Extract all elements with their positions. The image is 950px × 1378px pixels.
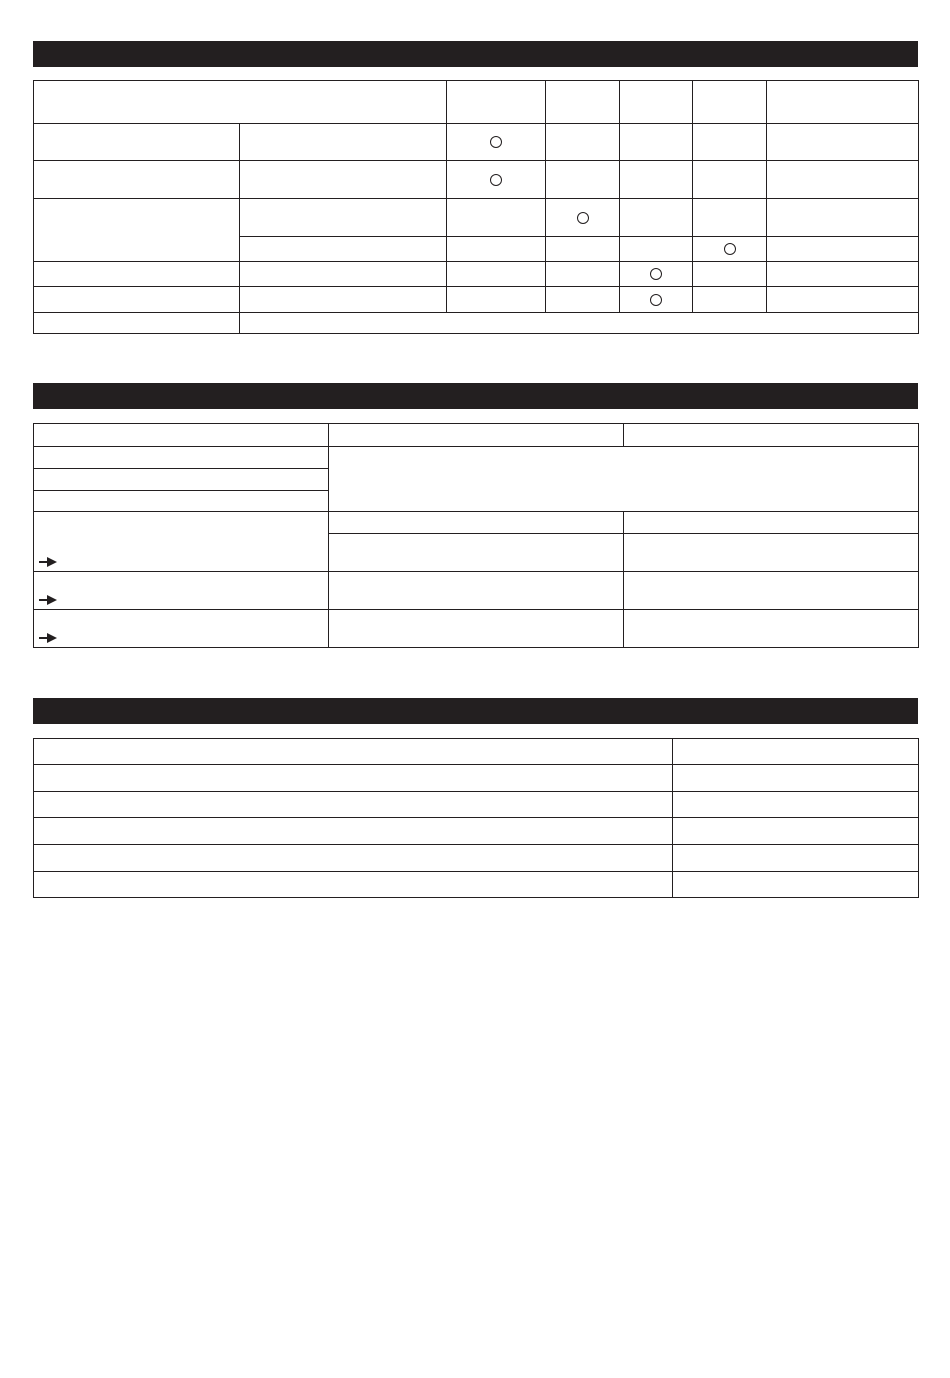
section-header-3 bbox=[33, 698, 918, 724]
table-cell bbox=[328, 609, 624, 648]
table-cell bbox=[239, 198, 447, 237]
table-row-label bbox=[33, 817, 673, 845]
arrow-right-icon bbox=[38, 594, 58, 606]
circle-mark-icon bbox=[490, 174, 502, 186]
table-row-label bbox=[33, 446, 329, 469]
table-cell bbox=[239, 160, 447, 199]
section-header-2 bbox=[33, 383, 918, 409]
circle-mark-icon bbox=[650, 268, 662, 280]
table-cell bbox=[239, 123, 447, 161]
table-cell bbox=[766, 160, 919, 199]
table-cell bbox=[619, 286, 693, 313]
table-cell bbox=[619, 198, 693, 237]
table-row-label bbox=[33, 571, 329, 610]
circle-mark-icon bbox=[577, 212, 589, 224]
arrow-right-icon bbox=[38, 556, 58, 568]
table-cell bbox=[672, 738, 919, 765]
table-cell bbox=[692, 286, 767, 313]
table-cell bbox=[446, 261, 546, 287]
table-header-cell bbox=[545, 80, 620, 124]
table-row-label bbox=[33, 198, 240, 262]
table-row-label bbox=[33, 871, 673, 898]
table-cell bbox=[239, 261, 447, 287]
table-row-label bbox=[33, 738, 673, 765]
table-cell bbox=[692, 261, 767, 287]
table-cell bbox=[623, 533, 919, 572]
table-cell bbox=[623, 571, 919, 610]
table-cell bbox=[545, 236, 620, 262]
section-header-1 bbox=[33, 41, 918, 67]
table-cell bbox=[619, 236, 693, 262]
table-cell bbox=[692, 123, 767, 161]
table-row-label bbox=[33, 123, 240, 161]
table-cell bbox=[766, 236, 919, 262]
table-cell bbox=[766, 261, 919, 287]
table-cell bbox=[328, 511, 624, 534]
table-header-cell bbox=[619, 80, 693, 124]
table-cell bbox=[766, 286, 919, 313]
table-cell bbox=[672, 791, 919, 818]
table-row-label bbox=[33, 312, 240, 334]
section-title bbox=[33, 703, 41, 718]
table-cell bbox=[766, 198, 919, 237]
table-header-cell bbox=[33, 80, 447, 124]
table-cell bbox=[328, 533, 624, 572]
table-cell bbox=[619, 123, 693, 161]
circle-mark-icon bbox=[724, 243, 736, 255]
table-cell bbox=[672, 817, 919, 845]
table-cell bbox=[545, 286, 620, 313]
table-row-label bbox=[33, 791, 673, 818]
table-cell bbox=[766, 123, 919, 161]
table-cell bbox=[692, 198, 767, 237]
table-cell bbox=[619, 261, 693, 287]
circle-mark-icon bbox=[650, 294, 662, 306]
table-row-label bbox=[33, 261, 240, 287]
table-cell bbox=[672, 871, 919, 898]
table-cell bbox=[239, 236, 447, 262]
table-cell bbox=[623, 609, 919, 648]
table-cell bbox=[619, 160, 693, 199]
table-row-label bbox=[33, 490, 329, 512]
table-cell bbox=[239, 286, 447, 313]
table-row-label bbox=[33, 609, 329, 648]
table-cell bbox=[545, 261, 620, 287]
table-row-label bbox=[33, 844, 673, 872]
table-header-cell bbox=[692, 80, 767, 124]
table-cell bbox=[623, 511, 919, 534]
table-row-label bbox=[33, 468, 329, 491]
table-header-cell bbox=[328, 423, 624, 447]
table-cell bbox=[328, 571, 624, 610]
table-cell bbox=[239, 312, 919, 334]
circle-mark-icon bbox=[490, 136, 502, 148]
section-title bbox=[33, 388, 41, 403]
table-cell bbox=[446, 236, 546, 262]
table-cell bbox=[446, 160, 546, 199]
table-cell bbox=[692, 160, 767, 199]
table-cell bbox=[446, 198, 546, 237]
table-row-label bbox=[33, 160, 240, 199]
table-header-cell bbox=[623, 423, 919, 447]
table-cell bbox=[545, 123, 620, 161]
section-title bbox=[33, 46, 41, 61]
table-header-cell bbox=[766, 80, 919, 124]
table-cell bbox=[692, 236, 767, 262]
table-cell bbox=[328, 446, 919, 512]
table-cell bbox=[672, 844, 919, 872]
arrow-right-icon bbox=[38, 632, 58, 644]
table-row-label bbox=[33, 764, 673, 792]
table-cell bbox=[545, 160, 620, 199]
table-cell bbox=[446, 123, 546, 161]
table-row-label bbox=[33, 511, 329, 572]
table-cell bbox=[672, 764, 919, 792]
table-row-label bbox=[33, 286, 240, 313]
table-cell bbox=[545, 198, 620, 237]
table-header-cell bbox=[446, 80, 546, 124]
table-header-cell bbox=[33, 423, 329, 447]
table-cell bbox=[446, 286, 546, 313]
